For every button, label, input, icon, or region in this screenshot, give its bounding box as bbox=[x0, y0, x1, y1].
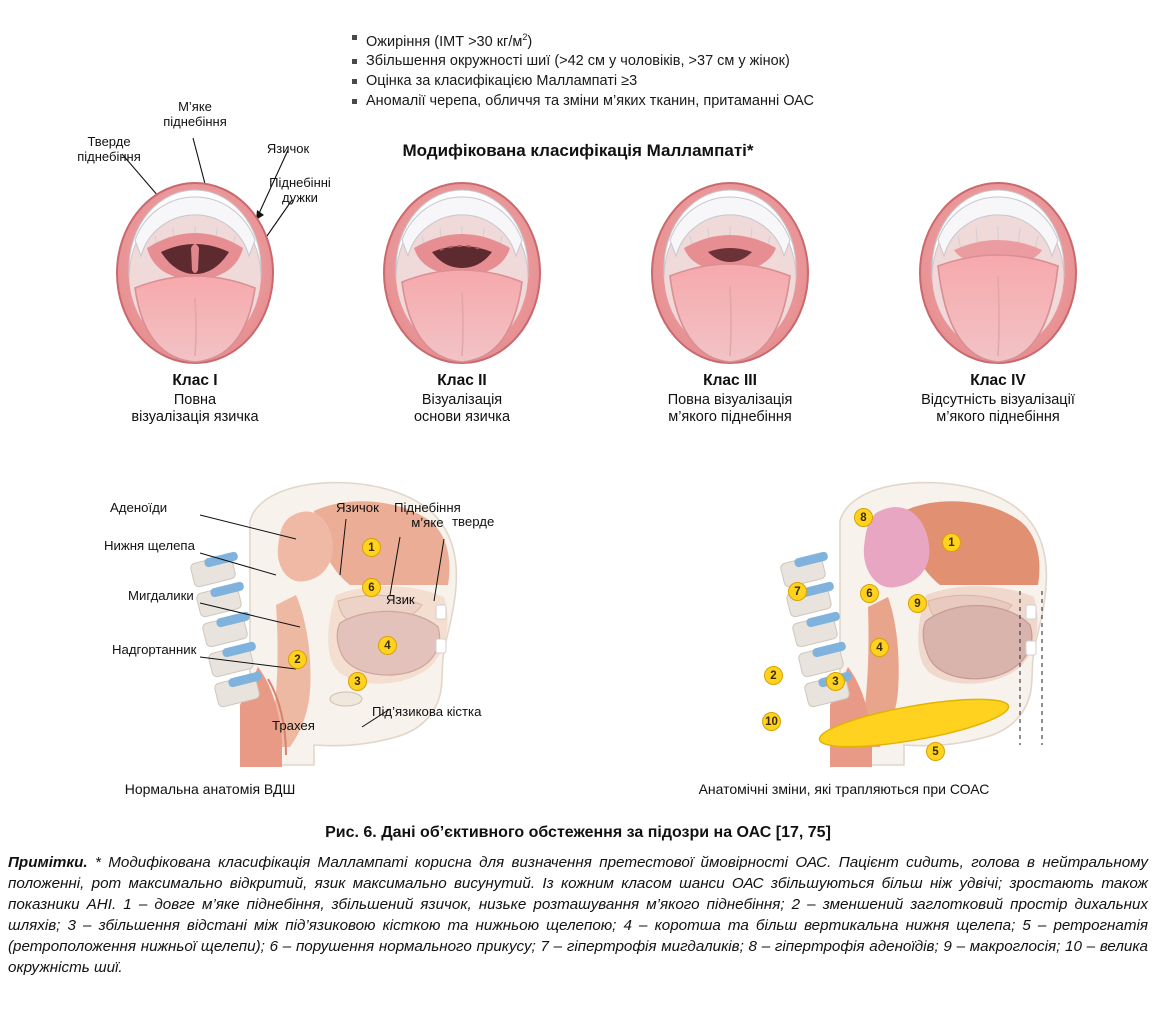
label-tongue: Язик bbox=[386, 592, 415, 607]
osa-airway-anatomy-illustration bbox=[690, 455, 1156, 775]
figure-caption: Рис. 6. Дані об’єктивного обстеження за підозри на ОАС [17, 75] bbox=[325, 824, 831, 841]
label-tonsils: Мигдалики bbox=[128, 588, 194, 603]
label-uvula-anat: Язичок bbox=[336, 500, 379, 515]
label-trachea: Трахея bbox=[272, 718, 315, 733]
marker-6-left: 6 bbox=[362, 578, 381, 597]
mallampati-class-3-caption: Клас III Повна візуалізація м’якого піднебіння bbox=[615, 372, 845, 427]
left-anatomy-caption: Нормальна анатомія ВДШ bbox=[124, 781, 296, 797]
mallampati-class-2-caption: Клас II Візуалізація основи язичка bbox=[347, 372, 577, 427]
bullet-text-3: Оцінка за класифікацією Маллампаті ≥3 bbox=[366, 73, 638, 90]
marker-2-left: 2 bbox=[288, 650, 307, 669]
label-palate-hard: тверде bbox=[452, 514, 495, 529]
label-palate-soft: Піднебіння м’яке bbox=[394, 500, 461, 530]
notes-text: * Модифікована класифікація Маллампаті корисна для визначення претестової ймовірності ОАС. Пацієнт сидить, голова в нейтральному положенні, рот максимально відкритий, язик максимально висунутий. Із кожним класом шанси ОАС збільшуються більш ніж удвічі; зростають також показники АНІ. 1 – довге м’яке піднебіння, збільшений язичок, низьке розташування м’якого піднебіння; 2 – зменшений заглотковий простір дихальних шляхів; 3 – збільшення відстані між під’язиковою кісткою та нижньою щелепою; 4 – коротша та більш вертикальна нижня щелепа; 5 – ретрогнатія (ретроположення нижньої щелепи); 6 – порушення нормального прикусу; 7 – гіпертрофія мигдаликів; 8 – гіпертрофія аденоїдів; 9 – макроглосія; 10 – велика окружність шиї. bbox=[8, 854, 1148, 976]
mallampati-class-4-caption: Клас IV Відсутність візуалізації м’якого піднебіння bbox=[883, 372, 1113, 427]
label-soft-palate: М’яке піднебіння bbox=[163, 99, 227, 129]
marker-1-right: 1 bbox=[942, 533, 961, 552]
marker-1-left: 1 bbox=[362, 538, 381, 557]
list-item bbox=[352, 52, 1052, 71]
mallampati-section-title: Модифікована класифікація Маллампаті* bbox=[402, 141, 754, 160]
right-anatomy-caption: Анатомічні зміни, які трапляються при СОАС bbox=[698, 781, 990, 797]
mallampati-class-1-caption: Клас I Повна візуалізація язичка bbox=[80, 372, 310, 427]
bullet-text-2: Збільшення окружності шиї (>42 см у чоловіків, >37 см у жінок) bbox=[366, 53, 790, 70]
label-adenoids: Аденоїди bbox=[110, 500, 168, 515]
findings-bullet-list bbox=[352, 28, 1052, 111]
mallampati-class-2-illustration bbox=[362, 178, 562, 368]
marker-4-left: 4 bbox=[378, 636, 397, 655]
mallampati-class-1-illustration bbox=[95, 178, 295, 368]
figure-notes bbox=[8, 852, 1148, 978]
label-palatine-arches: Піднебінні дужки bbox=[269, 175, 331, 205]
class-1-name: Клас I bbox=[172, 372, 218, 389]
marker-2-right: 2 bbox=[764, 666, 783, 685]
marker-10-right: 10 bbox=[762, 712, 781, 731]
label-epiglottis: Надгортанник bbox=[112, 642, 197, 657]
class-4-name: Клас IV bbox=[970, 372, 1026, 389]
marker-3-left: 3 bbox=[348, 672, 367, 691]
label-hard-palate: Тверде піднебіння bbox=[77, 134, 141, 164]
marker-3-right: 3 bbox=[826, 672, 845, 691]
marker-4-right: 4 bbox=[870, 638, 889, 657]
notes-label: Примітки. bbox=[8, 854, 88, 871]
label-lower-jaw: Нижня щелепа bbox=[104, 538, 195, 553]
list-item bbox=[352, 92, 1052, 111]
label-uvula: Язичок bbox=[266, 141, 310, 156]
list-item bbox=[352, 28, 1052, 51]
marker-7-right: 7 bbox=[788, 582, 807, 601]
class-2-name: Клас II bbox=[437, 372, 487, 389]
marker-8-right: 8 bbox=[854, 508, 873, 527]
mallampati-class-3-illustration bbox=[630, 178, 830, 368]
marker-5-right: 5 bbox=[926, 742, 945, 761]
bullet-text-4: Аномалії черепа, обличчя та зміни м’яких тканин, притаманні ОАС bbox=[366, 92, 814, 109]
list-item bbox=[352, 72, 1052, 91]
bullet-text-1: Ожиріння (ІМТ >30 $кг/м^2$) bbox=[366, 32, 533, 50]
marker-9-right: 9 bbox=[908, 594, 927, 613]
marker-6-right: 6 bbox=[860, 584, 879, 603]
label-hyoid-bone: Під’язикова кістка bbox=[372, 704, 482, 719]
class-3-name: Клас III bbox=[703, 372, 757, 389]
normal-airway-anatomy-illustration bbox=[100, 455, 570, 775]
mallampati-class-4-illustration bbox=[898, 178, 1098, 368]
